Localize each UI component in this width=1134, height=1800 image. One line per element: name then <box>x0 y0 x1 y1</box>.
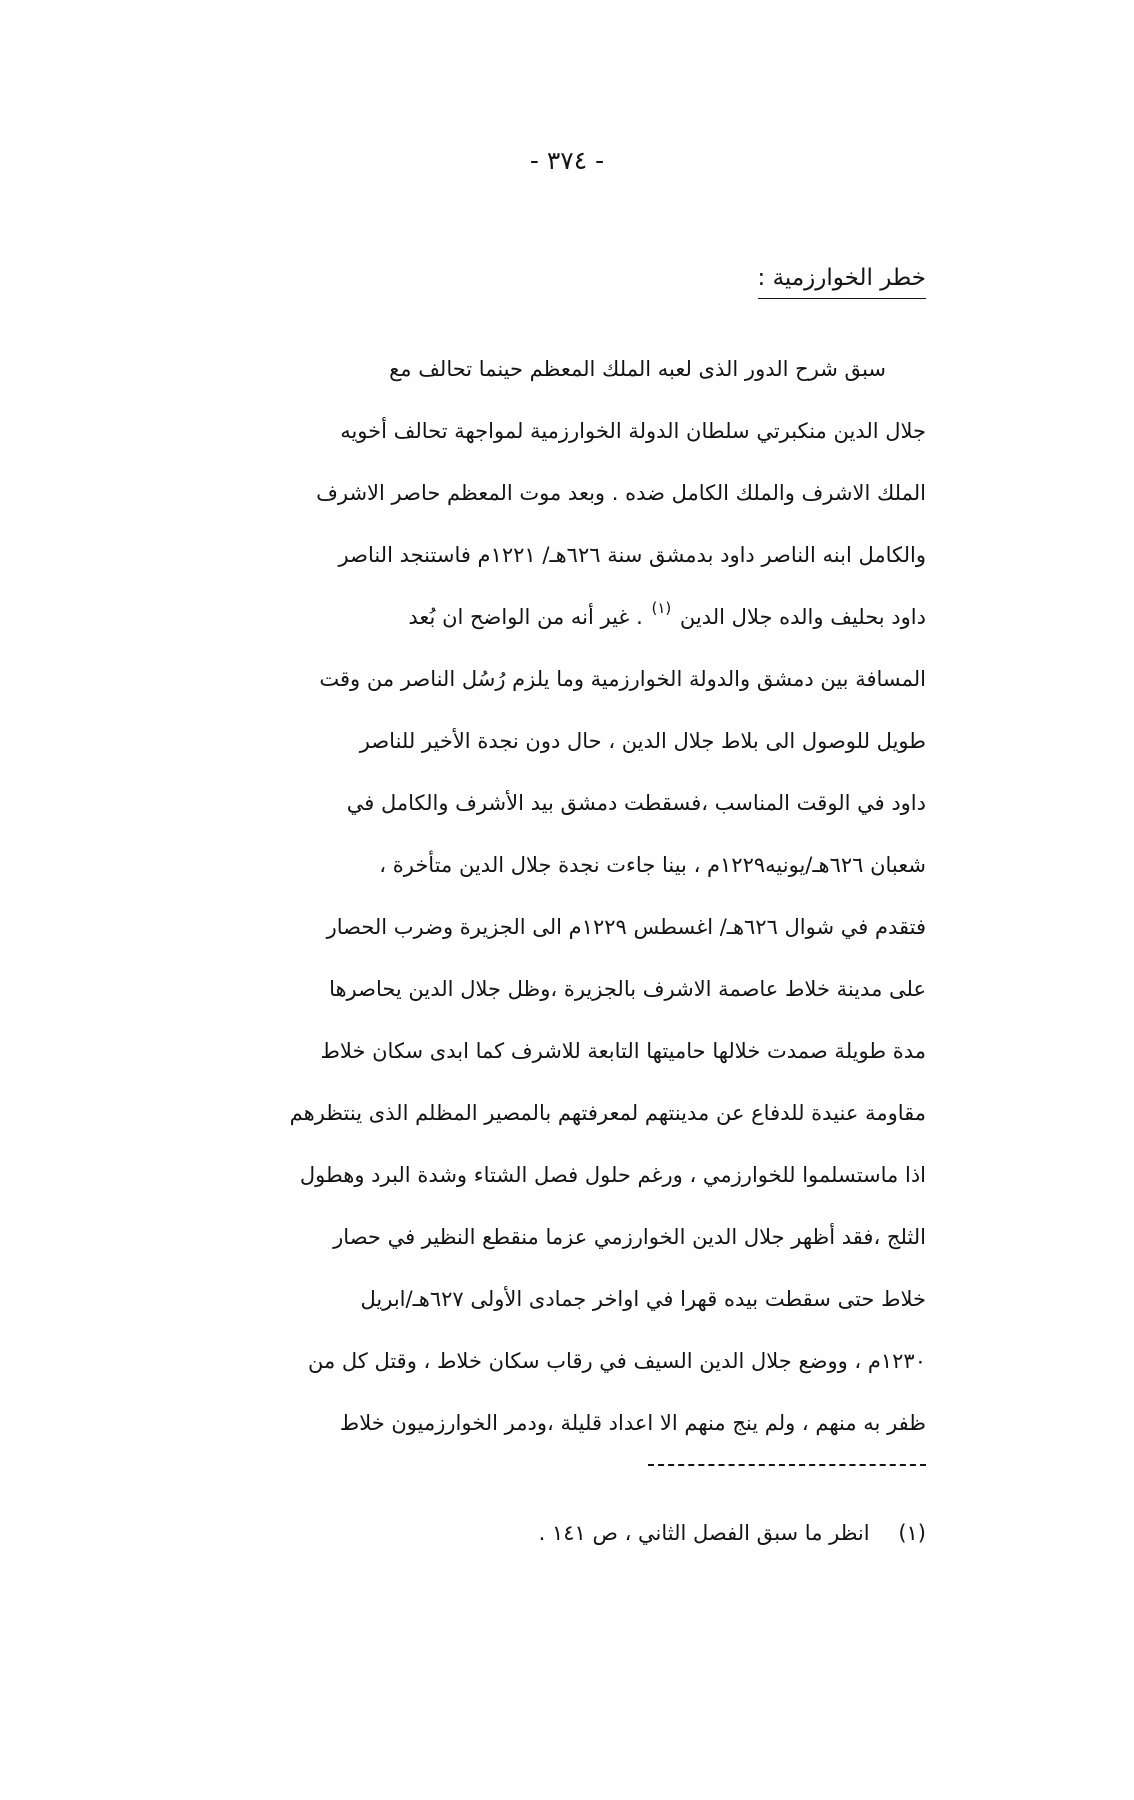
section-heading: خطر الخوارزمية : <box>758 262 926 299</box>
text-segment: . غير أنه من الواضح ان بُعد <box>408 605 643 629</box>
text-line: على مدينة خلاط عاصمة الاشرف بالجزيرة ،وظل جلال الدين يحاصرها <box>329 977 926 1001</box>
text-line: طويل للوصول الى بلاط جلال الدين ، حال دون نجدة الأخير للناصر <box>359 729 926 753</box>
text-line: المسافة بين دمشق والدولة الخوارزمية وما يلزم رُسُل الناصر من وقت <box>319 667 926 691</box>
heading-container <box>758 262 926 299</box>
text-line: الملك الاشرف والملك الكامل ضده . وبعد موت المعظم حاصر الاشرف <box>316 481 926 505</box>
body-paragraph <box>146 338 926 1454</box>
footnote <box>539 1516 926 1550</box>
text-segment: داود بحليف والده جلال الدين <box>679 605 926 629</box>
text-line: الثلج ،فقد أظهر جلال الدين الخوارزمي عزما منقطع النظير في حصار <box>333 1225 926 1249</box>
footnote-reference: (١) <box>651 599 672 617</box>
text-line: جلال الدين منكبرتي سلطان الدولة الخوارزمية لمواجهة تحالف أخويه <box>340 419 926 443</box>
text-line: مقاومة عنيدة للدفاع عن مدينتهم لمعرفتهم بالمصير المظلم الذى ينتظرهم <box>289 1101 926 1125</box>
footnote-marker: (١) <box>898 1521 926 1545</box>
text-line: داود في الوقت المناسب ،فسقطت دمشق بيد الأشرف والكامل في <box>346 791 926 815</box>
text-line-with-footnote <box>146 586 926 648</box>
page-number: - ٣٧٤ - <box>529 146 605 175</box>
text-line: سبق شرح الدور الذى لعبه الملك المعظم حينما تحالف مع <box>389 357 886 381</box>
footnote-text: انظر ما سبق الفصل الثاني ، ص ١٤١ . <box>538 1521 870 1545</box>
footnote-separator <box>648 1464 926 1466</box>
text-line: فتقدم في شوال ٦٢٦هـ/ اغسطس ١٢٢٩م الى الجزيرة وضرب الحصار <box>326 915 926 939</box>
text-line: اذا ماستسلموا للخوارزمي ، ورغم حلول فصل الشتاء وشدة البرد وهطول <box>299 1163 926 1187</box>
text-line: والكامل ابنه الناصر داود بدمشق سنة ٦٢٦هـ/ ١٢٢١م فاستنجد الناصر <box>338 543 926 567</box>
text-line: مدة طويلة صمدت خلالها حاميتها التابعة للاشرف كما ابدى سكان خلاط <box>320 1039 926 1063</box>
text-line: شعبان ٦٢٦هـ/يونيه١٢٢٩م ، بينا جاءت نجدة جلال الدين متأخرة ، <box>379 853 926 877</box>
text-line: ١٢٣٠م ، ووضع جلال الدين السيف في رقاب سكان خلاط ، وقتل كل من <box>307 1349 926 1373</box>
text-line: ظفر به منهم ، ولم ينج منهم الا اعداد قليلة ،ودمر الخوارزميون خلاط <box>339 1411 926 1435</box>
text-line: خلاط حتى سقطت بيده قهرا في اواخر جمادى الأولى ٦٢٧هـ/ابريل <box>360 1287 926 1311</box>
